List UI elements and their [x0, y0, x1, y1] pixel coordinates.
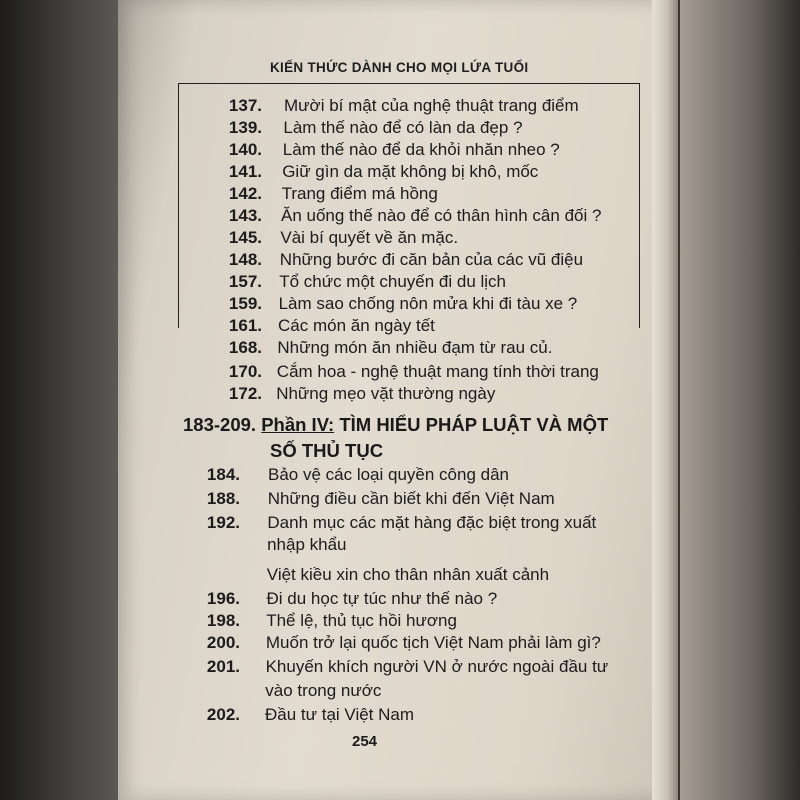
- toc-entry-title: Mười bí mật của nghệ thuật trang điểm: [284, 96, 579, 115]
- toc-entry-title: Các món ăn ngày tết: [278, 316, 435, 335]
- header-rule: [178, 83, 640, 84]
- toc-entry: [0, 184, 800, 206]
- part-label: Phần IV:: [261, 414, 335, 435]
- toc-entry-number: 172.: [228, 384, 262, 403]
- toc-entry-number: 140.: [228, 140, 262, 159]
- toc-entry-title: Khuyến khích người VN ở nước ngoài đầu tư: [265, 657, 609, 676]
- toc-entry-title: Những mẹo vặt thường ngày: [276, 384, 496, 403]
- toc-entry-title: Những điều cần biết khi đến Việt Nam: [267, 489, 555, 508]
- toc-entry: [0, 96, 800, 118]
- toc-entry-number: 139.: [228, 118, 262, 137]
- toc-entry-number: 201.: [206, 657, 240, 676]
- toc-entry: [0, 162, 800, 184]
- toc-entry-title: Làm thế nào để có làn da đẹp ?: [283, 118, 523, 137]
- toc-entry-title: Bảo vệ các loại quyền công dân: [268, 465, 510, 484]
- toc-entry: [0, 681, 800, 703]
- toc-entry-title: Danh mục các mặt hàng đặc biệt trong xuất: [267, 513, 597, 532]
- toc-entry-number: 200.: [206, 633, 240, 652]
- toc-entry-title: Những bước đi căn bản của các vũ điệu: [279, 250, 584, 269]
- toc-entry-title: Đi du học tự túc như thế nào ?: [266, 589, 498, 608]
- toc-entry-number: 145.: [228, 228, 262, 247]
- toc-entry-title: Đầu tư tại Việt Nam: [265, 705, 415, 724]
- part-range: 183-209.: [183, 414, 257, 435]
- toc-entry-number: 198.: [206, 611, 240, 630]
- toc-entry-title: Việt kiều xin cho thân nhân xuất cảnh: [266, 565, 550, 584]
- toc-entry-number: 188.: [206, 489, 240, 508]
- toc-entry-title: Những món ăn nhiều đạm từ rau củ.: [277, 338, 553, 357]
- part-title-line1: TÌM HIỂU PHÁP LUẬT VÀ MỘT: [339, 414, 609, 435]
- toc-entry-title: nhập khẩu: [267, 535, 347, 554]
- toc-entry: [0, 250, 800, 272]
- toc-entry: [0, 140, 800, 162]
- toc-entry: [0, 489, 800, 511]
- toc-entry-number: 148.: [228, 250, 262, 269]
- toc-entry: [0, 294, 800, 316]
- toc-entry-number: 184.: [206, 465, 240, 484]
- toc-entry: [0, 705, 800, 727]
- toc-entry-title: Thể lệ, thủ tục hồi hương: [266, 611, 457, 630]
- toc-entry: [0, 118, 800, 140]
- toc-entry-number: 159.: [228, 294, 262, 313]
- toc-entry: [0, 565, 800, 587]
- toc-entry: [0, 362, 800, 384]
- toc-entry: [0, 465, 800, 487]
- toc-entry-title: Vài bí quyết về ăn mặc.: [280, 228, 459, 247]
- toc-entry: [0, 535, 800, 557]
- toc-entry-number: 143.: [228, 206, 262, 225]
- toc-entry-title: vào trong nước: [265, 681, 382, 700]
- toc-entry: [0, 633, 800, 655]
- toc-entry: [0, 338, 800, 360]
- toc-entry-number: 141.: [228, 162, 262, 181]
- toc-entry-number: 161.: [228, 316, 262, 335]
- toc-entry-number: 192.: [206, 513, 240, 532]
- toc-entry: [0, 316, 800, 338]
- toc-entry-number: 202.: [206, 705, 240, 724]
- toc-entry-title: Làm sao chống nôn mửa khi đi tàu xe ?: [278, 294, 578, 313]
- toc-entry-title: Cắm hoa - nghệ thuật mang tính thời trang: [276, 362, 599, 381]
- part-title-line2: SỐ THỦ TỤC: [270, 440, 384, 461]
- toc-entry: [0, 228, 800, 250]
- toc-entry-title: Tổ chức một chuyến đi du lịch: [279, 272, 507, 291]
- toc-entry: [0, 384, 800, 406]
- toc-entry: [0, 513, 800, 535]
- part-heading: [183, 414, 608, 436]
- toc-entry-number: 168.: [228, 338, 262, 357]
- running-header: KIẾN THỨC DÀNH CHO MỌI LỨA TUỔI: [270, 60, 529, 75]
- page-number: 254: [352, 733, 378, 750]
- toc-entry: [0, 657, 800, 679]
- toc-entry-number: 196.: [206, 589, 240, 608]
- toc-entry-number: 142.: [228, 184, 262, 203]
- toc-entry: [0, 589, 800, 611]
- toc-entry-title: Trang điểm má hồng: [281, 184, 438, 203]
- toc-entry-title: Muốn trở lại quốc tịch Việt Nam phải làm gì?: [265, 633, 601, 652]
- toc-entry-number: 170.: [228, 362, 262, 381]
- toc-entry-title: Làm thế nào để da khỏi nhăn nheo ?: [282, 140, 560, 159]
- toc-entry-title: Ăn uống thế nào để có thân hình cân đối ?: [281, 206, 602, 225]
- toc-entry-title: Giữ gìn da mặt không bị khô, mốc: [282, 162, 539, 181]
- toc-entry-number: 157.: [228, 272, 262, 291]
- toc-entry-number: 137.: [228, 96, 262, 115]
- toc-entry: [0, 272, 800, 294]
- toc-entry: [0, 611, 800, 633]
- toc-entry: [0, 206, 800, 228]
